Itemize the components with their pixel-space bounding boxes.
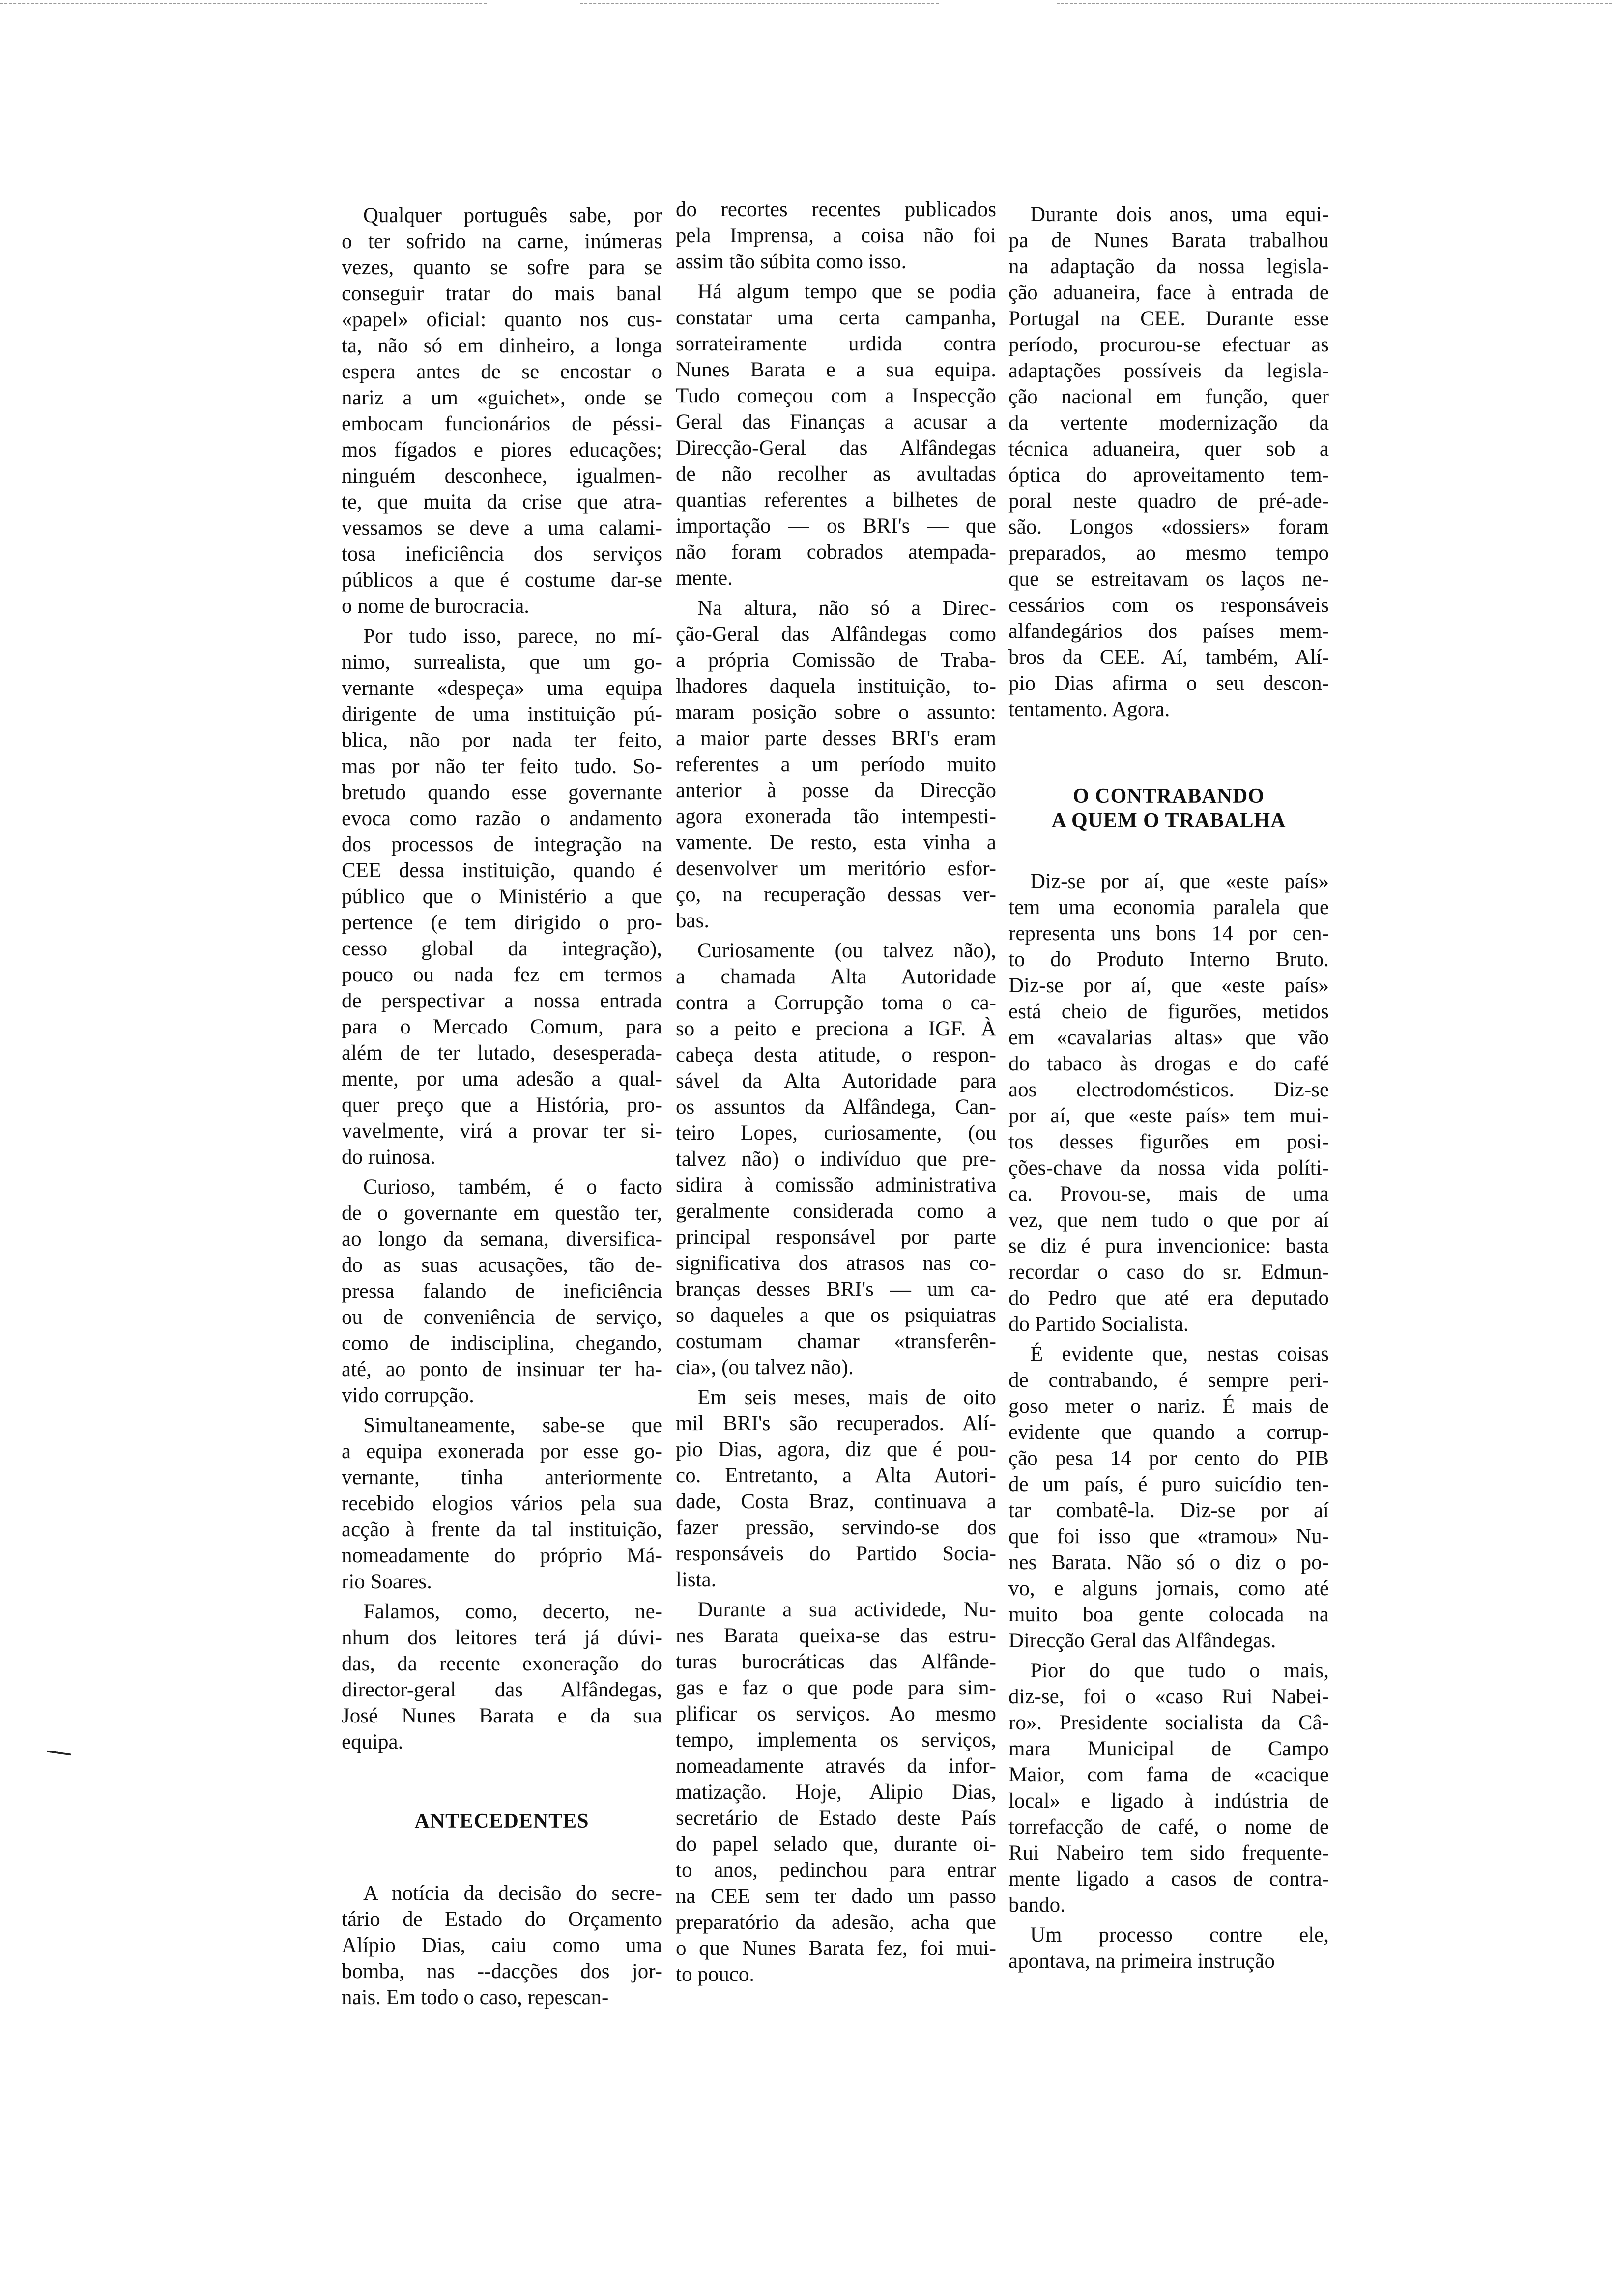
text-line: sável da Alta Autoridade para xyxy=(676,1069,996,1092)
text-line: pressa falando de ineficiência xyxy=(342,1280,662,1303)
text-line: por aí, que «este país» tem mui- xyxy=(1008,1104,1329,1127)
text-line: cessários com os responsáveis xyxy=(1008,594,1329,617)
text-line: o nome de burocracia. xyxy=(342,595,530,618)
text-line: vido corrupção. xyxy=(342,1384,474,1407)
text-line: Por tudo isso, parece, no mí- xyxy=(363,625,662,648)
text-line: desenvolver um meritório esfor- xyxy=(676,857,996,880)
text-line: local» e ligado à indústria de xyxy=(1008,1789,1329,1812)
text-line: públicos a que é costume dar-se xyxy=(342,569,662,592)
paragraph xyxy=(342,1880,662,2010)
text-line: nariz a um «guichet», onde se xyxy=(342,386,662,409)
text-line: Direcção-Geral das Alfândegas xyxy=(676,436,996,459)
text-line: Geral das Finanças a acusar a xyxy=(676,410,996,433)
text-line: Direcção Geral das Alfândegas. xyxy=(1008,1629,1276,1652)
text-line: a própria Comissão de Traba- xyxy=(676,649,996,672)
text-line: evoca como razão o andamento xyxy=(342,807,662,830)
text-line: cia», (ou talvez não). xyxy=(676,1356,854,1379)
text-line: está cheio de figurões, metidos xyxy=(1008,1000,1329,1023)
text-line: ção pesa 14 por cento do PIB xyxy=(1008,1447,1329,1470)
text-line: ro». Presidente socialista da Câ- xyxy=(1008,1711,1329,1734)
text-line: ta, não só em dinheiro, a longa xyxy=(342,334,662,357)
text-line: torrefacção de café, o nome de xyxy=(1008,1815,1329,1838)
scan-edge-line xyxy=(1057,3,1612,4)
text-line: até, ao ponto de insinuar ter ha- xyxy=(342,1358,662,1381)
text-line: bretudo quando esse governante xyxy=(342,781,662,804)
text-line: anterior à posse da Direcção xyxy=(676,779,996,802)
paragraph xyxy=(1008,1922,1329,1974)
text-line: Um processo contre ele, xyxy=(1030,1923,1329,1947)
paragraph xyxy=(1008,201,1329,722)
text-line: não foram cobrados atempada- xyxy=(676,541,996,564)
text-line: nomeadamente do próprio Má- xyxy=(342,1544,662,1567)
text-line: Nunes Barata e a sua equipa. xyxy=(676,358,996,381)
text-line: secretário de Estado deste País xyxy=(676,1807,996,1830)
paragraph xyxy=(676,1597,996,1987)
text-line: responsáveis do Partido Socia- xyxy=(676,1542,996,1565)
text-line: quer preço que a História, pro- xyxy=(342,1093,662,1117)
text-line: ou de conveniência de serviço, xyxy=(342,1306,662,1329)
text-line: ao longo da semana, diversifica- xyxy=(342,1228,662,1251)
text-line: alfandegários dos países mem- xyxy=(1008,620,1329,643)
text-line: ção nacional em função, quer xyxy=(1008,385,1329,408)
paragraph xyxy=(342,1412,662,1595)
paragraph xyxy=(1008,868,1329,1337)
scan-edge-line xyxy=(580,3,939,4)
text-line: equipa. xyxy=(342,1730,403,1753)
text-line: agora exonerada tão intempesti- xyxy=(676,805,996,828)
text-line: pio Dias afirma o seu descon- xyxy=(1008,672,1329,695)
text-line: do Partido Socialista. xyxy=(1008,1313,1189,1336)
text-line: espera antes de se encostar o xyxy=(342,360,662,383)
text-line: ções-chave da nossa vida políti- xyxy=(1008,1156,1329,1179)
text-line: Curiosamente (ou talvez não), xyxy=(697,939,996,962)
text-line: contra a Corrupção toma o ca- xyxy=(676,991,996,1014)
paragraph xyxy=(342,202,662,619)
text-line: geralmente considerada como a xyxy=(676,1200,996,1223)
heading-line: O CONTRABANDO xyxy=(1073,785,1265,807)
text-line: matização. Hoje, Alipio Dias, xyxy=(676,1780,996,1804)
text-line: cesso global da integração), xyxy=(342,937,662,960)
text-line: assim tão súbita como isso. xyxy=(676,250,907,273)
text-line: CEE dessa instituição, quando é xyxy=(342,859,662,882)
text-line: importação — os BRI's — que xyxy=(676,515,996,538)
text-line: turas burocráticas das Alfânde- xyxy=(676,1650,996,1673)
text-line: director-geral das Alfândegas, xyxy=(342,1678,662,1701)
article-column-3 xyxy=(1008,201,1329,1978)
text-line: nes Barata queixa-se das estru- xyxy=(676,1624,996,1647)
text-line: pio Dias, agora, diz que é pou- xyxy=(676,1438,996,1461)
text-line: tar combatê-la. Diz-se por aí xyxy=(1008,1499,1329,1522)
text-line: pela Imprensa, a coisa não foi xyxy=(676,224,996,247)
text-line: de um país, é puro suicídio ten- xyxy=(1008,1473,1329,1496)
text-line: tosa ineficiência dos serviços xyxy=(342,543,662,566)
text-line: o ter sofrido na carne, inúmeras xyxy=(342,230,662,253)
paragraph xyxy=(676,197,996,275)
text-line: so a peito e preciona a IGF. À xyxy=(676,1017,996,1040)
text-line: adaptações possíveis da legisla- xyxy=(1008,359,1329,382)
text-line: pertence (e tem dirigido o pro- xyxy=(342,911,662,934)
text-line: além de ter lutado, desesperada- xyxy=(342,1041,662,1064)
text-line: na CEE sem ter dado um passo xyxy=(676,1885,996,1908)
text-line: lhadores daquela instituição, to- xyxy=(676,675,996,698)
text-line: ninguém desconhece, igualmen- xyxy=(342,464,662,488)
text-line: constatar uma certa campanha, xyxy=(676,306,996,329)
text-line: do papel selado que, durante oi- xyxy=(676,1833,996,1856)
text-line: tentamento. Agora. xyxy=(1008,698,1170,721)
text-line: lista. xyxy=(676,1568,717,1591)
text-line: rio Soares. xyxy=(342,1570,432,1593)
text-line: vez, que nem tudo o que por aí xyxy=(1008,1208,1329,1232)
section-heading xyxy=(1008,784,1329,833)
text-line: principal responsável por parte xyxy=(676,1226,996,1249)
text-line: ço, na recuperação dessas ver- xyxy=(676,883,996,906)
text-line: evidente que quando a corrup- xyxy=(1008,1421,1329,1444)
text-line: são. Longos «dossiers» foram xyxy=(1008,516,1329,539)
text-line: tem uma economia paralela que xyxy=(1008,896,1329,919)
text-line: para o Mercado Comum, para xyxy=(342,1015,662,1038)
text-line: Simultaneamente, sabe-se que xyxy=(363,1414,662,1437)
text-line: te, que muita da crise que atra- xyxy=(342,490,662,514)
text-line: a maior parte desses BRI's eram xyxy=(676,727,996,750)
text-line: do as suas acusações, tão de- xyxy=(342,1254,662,1277)
text-line: ca. Provou-se, mais de uma xyxy=(1008,1182,1329,1205)
text-line: gas e faz o que pode para sim- xyxy=(676,1676,996,1699)
article-column-2 xyxy=(676,197,996,1991)
text-line: acção à frente da tal instituição, xyxy=(342,1518,662,1541)
text-line: mente ligado a casos de contra- xyxy=(1008,1867,1329,1891)
text-line: diz-se, foi o «caso Rui Nabei- xyxy=(1008,1685,1329,1708)
text-line: maram posição sobre o assunto: xyxy=(676,701,996,724)
text-line: público que o Ministério a que xyxy=(342,885,662,908)
text-line: preparatório da adesão, acha que xyxy=(676,1911,996,1934)
text-line: Na altura, não só a Direc- xyxy=(697,597,996,620)
text-line: Curioso, também, é o facto xyxy=(363,1176,662,1199)
text-line: tário de Estado do Orçamento xyxy=(342,1908,662,1931)
text-line: técnica aduaneira, quer sob a xyxy=(1008,437,1329,460)
text-line: de perspectivar a nossa entrada xyxy=(342,989,662,1012)
text-line: sidira à comissão administrativa xyxy=(676,1174,996,1197)
text-line: mil BRI's são recuperados. Alí- xyxy=(676,1412,996,1435)
text-line: pa de Nunes Barata trabalhou xyxy=(1008,229,1329,252)
heading-line: ANTECEDENTES xyxy=(414,1810,589,1833)
text-line: plificar os serviços. Ao mesmo xyxy=(676,1702,996,1725)
text-line: Portugal na CEE. Durante esse xyxy=(1008,307,1329,330)
text-line: vessamos se deve a uma calami- xyxy=(342,517,662,540)
text-line: dirigente de uma instituição pú- xyxy=(342,703,662,726)
section-heading xyxy=(342,1809,662,1834)
text-line: dos processos de integração na xyxy=(342,833,662,856)
text-line: ção aduaneira, face à entrada de xyxy=(1008,281,1329,304)
text-line: nes Barata. Não só o diz o po- xyxy=(1008,1551,1329,1574)
text-line: a equipa exonerada por esse go- xyxy=(342,1440,662,1463)
text-line: blica, não por nada ter feito, xyxy=(342,729,662,752)
paragraph xyxy=(676,938,996,1380)
text-line: vavelmente, virá a provar ter si- xyxy=(342,1119,662,1143)
text-line: mos fígados e piores educações; xyxy=(342,438,662,461)
text-line: recordar o caso do sr. Edmun- xyxy=(1008,1261,1329,1284)
text-line: A notícia da decisão do secre- xyxy=(363,1882,662,1905)
text-line: nhum dos leitores terá já dúvi- xyxy=(342,1626,662,1649)
text-line: Pior do que tudo o mais, xyxy=(1030,1659,1329,1682)
text-line: fazer pressão, servindo-se dos xyxy=(676,1516,996,1539)
text-line: do tabaco às drogas e do café xyxy=(1008,1052,1329,1075)
text-line: do ruinosa. xyxy=(342,1146,436,1169)
text-line: bas. xyxy=(676,909,710,932)
text-line: de não recolher as avultadas xyxy=(676,462,996,486)
text-line: bando. xyxy=(1008,1894,1065,1917)
text-line: to do Produto Interno Bruto. xyxy=(1008,948,1329,971)
text-line: na adaptação da nossa legisla- xyxy=(1008,255,1329,278)
text-line: cabeça desta atitude, o respon- xyxy=(676,1043,996,1066)
text-line: dade, Costa Braz, continuava a xyxy=(676,1490,996,1513)
text-line: co. Entretanto, a Alta Autori- xyxy=(676,1464,996,1487)
text-line: Diz-se por aí, que «este país» xyxy=(1008,974,1329,997)
text-line: vernante, tinha anteriormente xyxy=(342,1466,662,1489)
text-line: tempo, implementa os serviços, xyxy=(676,1728,996,1751)
text-line: Rui Nabeiro tem sido frequente- xyxy=(1008,1841,1329,1865)
paragraph xyxy=(1008,1658,1329,1918)
text-line: de o governante em questão ter, xyxy=(342,1202,662,1225)
heading-line: A QUEM O TRABALHA xyxy=(1051,809,1286,832)
text-line: poral neste quadro de pré-ade- xyxy=(1008,489,1329,513)
text-line: Em seis meses, mais de oito xyxy=(697,1386,996,1409)
text-line: Tudo começou com a Inspecção xyxy=(676,384,996,407)
text-line: preparados, ao mesmo tempo xyxy=(1008,542,1329,565)
text-line: referentes a um período muito xyxy=(676,753,996,776)
text-line: como de indisciplina, chegando, xyxy=(342,1332,662,1355)
text-line: mente, por uma adesão a qual- xyxy=(342,1067,662,1091)
paragraph xyxy=(1008,1341,1329,1654)
text-line: conseguir tratar do mais banal xyxy=(342,282,662,305)
text-line: to anos, pedinchou para entrar xyxy=(676,1859,996,1882)
text-line: vezes, quanto se sofre para se xyxy=(342,256,662,279)
text-line: to pouco. xyxy=(676,1963,755,1986)
text-line: vamente. De resto, esta vinha a xyxy=(676,831,996,854)
margin-mark xyxy=(47,1751,71,1756)
text-line: representa uns bons 14 por cen- xyxy=(1008,922,1329,945)
text-line: do Pedro que até era deputado xyxy=(1008,1287,1329,1310)
text-line: da vertente modernização da xyxy=(1008,411,1329,434)
paragraph xyxy=(676,1384,996,1593)
text-line: período, procurou-se efectuar as xyxy=(1008,333,1329,356)
text-line: quantias referentes a bilhetes de xyxy=(676,488,996,512)
text-line: Há algum tempo que se podia xyxy=(697,280,996,303)
text-line: «papel» oficial: quanto nos cus- xyxy=(342,308,662,331)
text-line: so daqueles a que os psiquiatras xyxy=(676,1304,996,1327)
text-line: das, da recente exoneração do xyxy=(342,1652,662,1675)
text-line: que foi isso que «tramou» Nu- xyxy=(1008,1525,1329,1548)
paragraph xyxy=(342,623,662,1170)
text-line: goso meter o nariz. É mais de xyxy=(1008,1395,1329,1418)
text-line: talvez não) o indivíduo que pre- xyxy=(676,1148,996,1171)
text-line: nomeadamente através da infor- xyxy=(676,1754,996,1778)
text-line: Durante a sua actividede, Nu- xyxy=(697,1598,996,1621)
text-line: a chamada Alta Autoridade xyxy=(676,965,996,988)
text-line: pouco ou nada fez em termos xyxy=(342,963,662,986)
text-line: sorrateiramente urdida contra xyxy=(676,332,996,355)
text-line: os assuntos da Alfândega, Can- xyxy=(676,1095,996,1119)
text-line: significativa dos atrasos nas co- xyxy=(676,1252,996,1275)
text-line: Maior, com fama de «cacique xyxy=(1008,1763,1329,1786)
paragraph xyxy=(676,279,996,591)
text-line: mas por não ter feito tudo. So- xyxy=(342,755,662,778)
text-line: mara Municipal de Campo xyxy=(1008,1737,1329,1760)
text-line: de contrabando, é sempre peri- xyxy=(1008,1369,1329,1392)
text-line: o que Nunes Barata fez, foi mui- xyxy=(676,1937,996,1960)
text-line: nimo, surrealista, que um go- xyxy=(342,651,662,674)
text-line: bros da CEE. Aí, também, Alí- xyxy=(1008,646,1329,669)
paragraph xyxy=(342,1174,662,1408)
text-line: costumam chamar «transferên- xyxy=(676,1330,996,1353)
text-line: tos desses figurões em posi- xyxy=(1008,1130,1329,1153)
text-line: em «cavalarias altas» que vão xyxy=(1008,1026,1329,1049)
text-line: vernante «despeça» uma equipa xyxy=(342,677,662,700)
paragraph xyxy=(342,1599,662,1755)
text-line: Alípio Dias, caiu como uma xyxy=(342,1934,662,1957)
text-line: recebido elogios vários pela sua xyxy=(342,1492,662,1515)
text-line: do recortes recentes publicados xyxy=(676,198,996,221)
text-line: apontava, na primeira instrução xyxy=(1008,1950,1275,1973)
text-line: nais. Em todo o caso, repescan- xyxy=(342,1986,609,2009)
article-column-1 xyxy=(342,202,662,2014)
text-line: Qualquer português sabe, por xyxy=(363,204,662,227)
text-line: aos electrodomésticos. Diz-se xyxy=(1008,1078,1329,1101)
text-line: José Nunes Barata e da sua xyxy=(342,1704,662,1727)
text-line: embocam funcionários de péssi- xyxy=(342,412,662,435)
scan-edge-line xyxy=(0,3,487,4)
text-line: mente. xyxy=(676,567,733,590)
text-line: Durante dois anos, uma equi- xyxy=(1030,203,1329,226)
text-line: É evidente que, nestas coisas xyxy=(1030,1343,1329,1366)
text-line: se diz é pura invencionice: basta xyxy=(1008,1234,1329,1258)
text-line: muito boa gente colocada na xyxy=(1008,1603,1329,1626)
text-line: branças desses BRI's — um ca- xyxy=(676,1278,996,1301)
paragraph xyxy=(676,595,996,934)
text-line: Diz-se por aí, que «este país» xyxy=(1030,870,1329,893)
text-line: ção-Geral das Alfândegas como xyxy=(676,623,996,646)
text-line: teiro Lopes, curiosamente, (ou xyxy=(676,1121,996,1145)
text-line: que se estreitavam os laços ne- xyxy=(1008,568,1329,591)
text-line: vo, e alguns jornais, como até xyxy=(1008,1577,1329,1600)
text-line: Falamos, como, decerto, ne- xyxy=(363,1600,662,1623)
text-line: óptica do aproveitamento tem- xyxy=(1008,463,1329,487)
text-line: bomba, nas --dacções dos jor- xyxy=(342,1960,662,1983)
